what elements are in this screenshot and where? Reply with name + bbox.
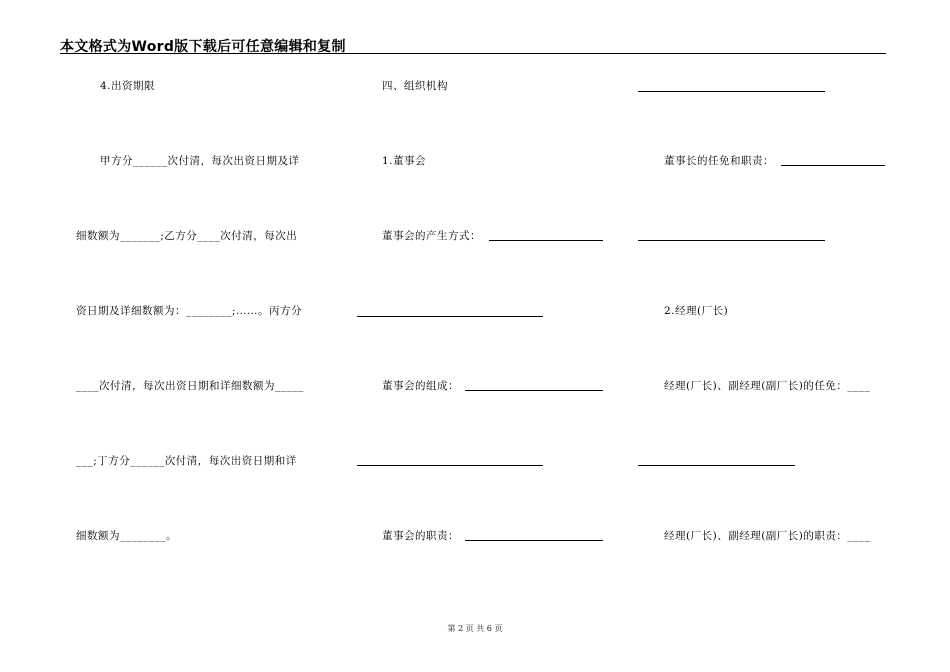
blank-line [781,165,885,166]
blank-line [465,540,603,541]
col1-line-2: 甲方分______次付清，每次出资日期及详 [100,155,300,167]
blank-line [638,465,795,466]
col2-board-title: 1.董事会 [382,155,427,167]
col1-line-1: 4.出资期限 [100,80,156,92]
blank-line [489,240,603,241]
col2-board-composition: 董事会的组成： [382,380,459,392]
header-rule [60,53,886,54]
col3-manager-duties: 经理(厂长)、副经理(副厂长)的职责：____ [664,530,871,542]
col3-manager-appointment: 经理(厂长)、副经理(副厂长)的任免：____ [664,380,871,392]
page-number: 第 2 页 共 6 页 [447,624,503,633]
col1-line-7: 细数额为________。 [76,530,177,542]
col2-board-duties: 董事会的职责： [382,530,459,542]
col1-line-4: 资日期及详细数额为：________;……。丙方分 [76,305,303,317]
col1-line-6: ___;丁方分______次付清，每次出资日期和详 [76,455,297,467]
blank-line [638,91,825,92]
document-header: 本文格式为Word版下载后可任意编辑和复制 [60,39,346,55]
blank-line [357,465,543,466]
blank-line [465,390,603,391]
blank-line [357,316,543,317]
blank-line [638,240,825,241]
col3-manager-title: 2.经理(厂长) [664,305,729,317]
col2-heading: 四、组织机构 [382,80,448,92]
col3-chairman: 董事长的任免和职责： [664,155,774,167]
col1-line-3: 细数额为_______;乙方分____次付清，每次出 [76,230,298,242]
col2-board-formation: 董事会的产生方式： [382,230,481,242]
col1-line-5: ____次付清，每次出资日期和详细数额为_____ [76,380,304,392]
